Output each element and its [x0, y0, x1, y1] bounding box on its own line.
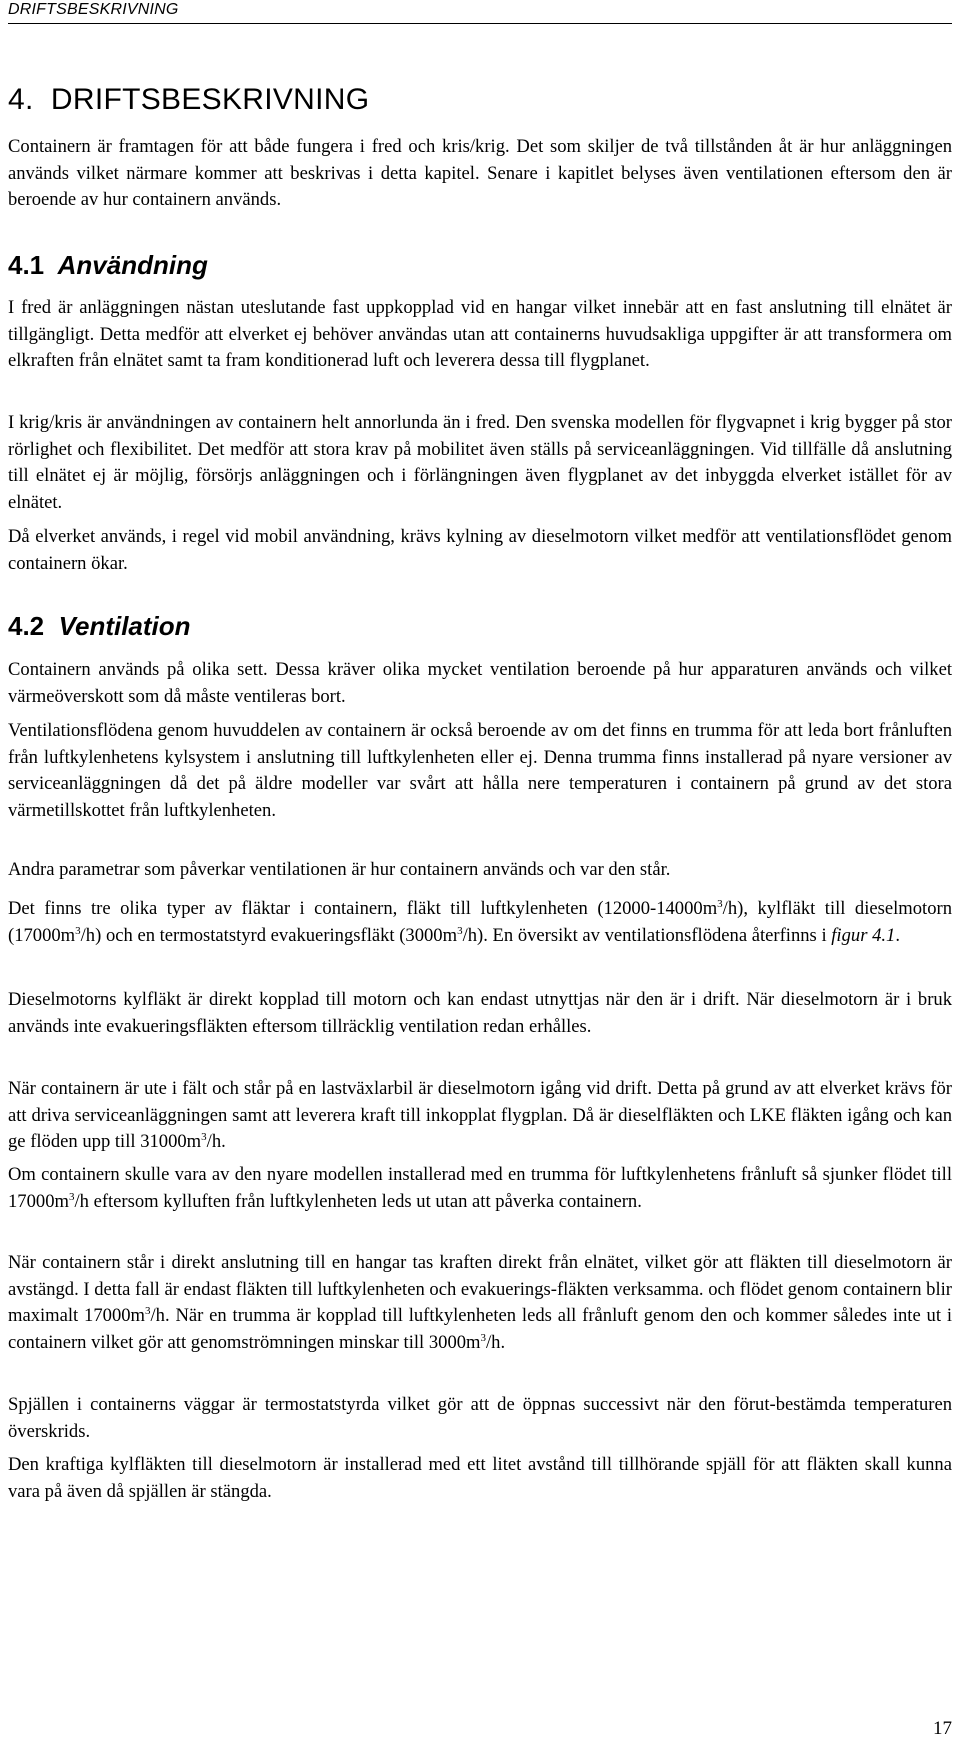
paragraph: Spjällen i containerns väggar är termostatstyrda vilket gör att de öppnas successivt när den förut-bestämda temperaturen överskrids.	[8, 1394, 952, 1442]
paragraph: I krig/kris är användningen av containern helt annorlunda än i fred. Den svenska modellen för flygvapnet i krig bygger på stor rörlighet och flexibilitet. Det medför att stora krav på mobilitet även ställs på serviceanläggningen. Vid tillfälle då anslutning till elnätet ej är möjlig, försörjs anläggningen och i förlängningen även flygplanet av det inbyggda elverket istället för av elnätet.	[8, 412, 952, 513]
section-number: 4.1	[8, 250, 45, 280]
header-divider	[8, 23, 952, 24]
superscript: 3	[68, 1190, 75, 1203]
figure-reference: figur 4.1	[831, 924, 896, 946]
paragraph: Andra parametrar som påverkar ventilationen är hur containern används och var den står.	[8, 859, 671, 880]
chapter-number: 4.	[8, 83, 34, 116]
superscript: 3	[201, 1131, 207, 1143]
superscript: 3	[457, 924, 463, 937]
paragraph: Den kraftiga kylfläkten till dieselmotorn är installerad med ett litet avstånd till tillhörande spjäll för att fläkten skall kunna vara på även då spjällen är stängda.	[8, 1454, 952, 1502]
section-heading-ventilation	[8, 610, 191, 642]
superscript: 3	[717, 898, 723, 910]
paragraph: Om containern skulle vara av den nyare modellen installerad med en trumma för luftkylenhetens frånluft så sjunker flödet till $17000m^3/h$ eftersom kylluften från luftkylenheten leds ut utan att påverka containern.	[8, 1164, 952, 1212]
superscript: 3	[480, 1331, 487, 1344]
paragraph: I fred är anläggningen nästan uteslutande fast uppkopplad vid en hangar vilket innebär att en fast anslutning till elnätet är tillgängligt. Detta medför att elverket ej behöver användas utan att containerns huvudsakliga uppgifter är att transformera om elkraften från elnätet samt ta fram konditionerad luft och leverera dessa till flygplanet.	[8, 297, 952, 371]
chapter-title	[8, 82, 369, 118]
chapter-title-text: DRIFTSBESKRIVNING	[50, 83, 370, 116]
superscript: 3	[145, 1305, 151, 1317]
page-number: 17	[933, 1718, 952, 1739]
paragraph: När containern står i direkt anslutning till en hangar tas kraften direkt från elnätet, vilket gör att fläkten till dieselmotorn är avstängd. I detta fall är endast fläkten till luftkylenheten och evakuerings-fläkten verksamma. och flödet genom containern blir maximalt $17000m^3/h$. När en trumma är kopplad till luftkylenheten leds all frånluft genom den och kommer således inte ut i containern vilket gör att genomströmningen minskar till $3000m^3/h$.	[8, 1252, 953, 1353]
chapter-intro-paragraph: Containern är framtagen för att både fungera i fred och kris/krig. Det som skiljer de två tillstånden åt är hur anläggningen används vilket närmare kommer att beskrivas i detta kapitel. Senare i kapitlet belyses även ventilationen eftersom den är beroende av hur containern används.	[8, 136, 952, 210]
paragraph: Containern används på olika sett. Dessa kräver olika mycket ventilation beroende på hur apparaturen används och vilket värmeöverskott som då måste ventileras bort.	[8, 659, 952, 707]
section-title-text: Användning	[57, 250, 208, 280]
paragraph-fan-types: Det finns tre olika typer av fläktar i containern, fläkt till luftkylenheten $(12000-14000m^3/h)$, kylfläkt till dieselmotorn $(17000m^3/h)$ och en termostatstyrd evakueringsfläkt $(3000m^3/h)$. En översikt av ventilationsflödena återfinns i figur 4.1.	[8, 898, 953, 946]
section-number: 4.2	[8, 611, 45, 641]
running-header: DRIFTSBESKRIVNING	[8, 1, 179, 18]
paragraph: När containern är ute i fält och står på en lastväxlarbil är dieselmotorn igång vid drift. Detta på grund av att elverket krävs för att driva serviceanläggningen samt att leverera kraft till inkopplat flygplan. Då är dieselfläkten och LKE fläkten igång och kan ge flöden upp till $31000m^3/h$.	[8, 1078, 952, 1152]
paragraph: Då elverket används, i regel vid mobil användning, krävs kylning av dieselmotorn vilket medför att ventilationsflödet genom containern ökar.	[8, 526, 952, 574]
section-title-text: Ventilation	[58, 611, 191, 641]
paragraph: Dieselmotorns kylfläkt är direkt kopplad till motorn och kan endast utnyttjas när den är i drift. När dieselmotorn är i bruk används inte evakueringsfläkten eftersom tillräcklig ventilation redan erhålles.	[8, 989, 952, 1037]
section-heading-anvandning	[8, 249, 208, 281]
paragraph: Ventilationsflödena genom huvuddelen av containern är också beroende av om det finns en trumma för att leda bort frånluften från luftkylenhetens kylsystem i anslutning till luftkylenheten eller ej. Denna trumma finns installerad på nyare versioner av serviceanläggningen då det på äldre modeller var svårt att hålla nere temperaturen i containern på grund av det stora värmetillskottet från luftkylenheten.	[8, 720, 952, 821]
superscript: 3	[75, 924, 81, 937]
